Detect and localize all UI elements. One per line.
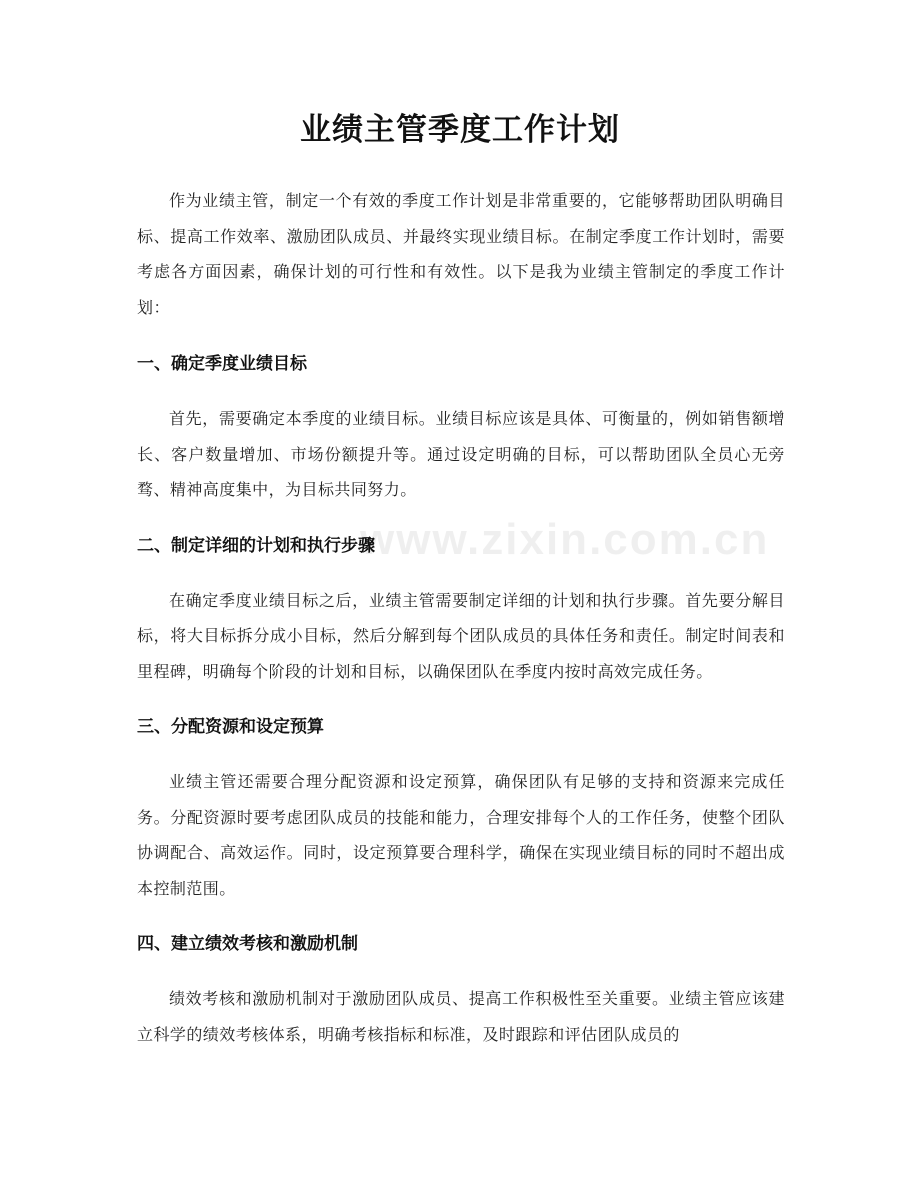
section-body-1: 首先，需要确定本季度的业绩目标。业绩目标应该是具体、可衡量的，例如销售额增长、客户数量增加、市场份额提升等。通过设定明确的目标，可以帮助团队全员心无旁骛、精神高度集中，为目标共同努力。 bbox=[137, 409, 785, 499]
intro-paragraph: 作为业绩主管，制定一个有效的季度工作计划是非常重要的，它能够帮助团队明确目标、提高工作效率、激励团队成员、并最终实现业绩目标。在制定季度工作计划时，需要考虑各方面因素，确保计划的可行性和有效性。以下是我为业绩主管制定的季度工作计划： bbox=[137, 191, 785, 317]
section-heading-4: 四、建立绩效考核和激励机制 bbox=[137, 934, 358, 954]
section-heading-2: 二、制定详细的计划和执行步骤 bbox=[137, 535, 375, 556]
document-body bbox=[137, 183, 785, 1052]
section-body-4: 绩效考核和激励机制对于激励团队成员、提高工作积极性至关重要。业绩主管应该建立科学的绩效考核体系，明确考核指标和标准，及时跟踪和评估团队成员的 bbox=[137, 989, 785, 1044]
document-title: 业绩主管季度工作计划 bbox=[300, 112, 620, 148]
section-heading-3: 三、分配资源和设定预算 bbox=[137, 717, 324, 737]
section-body-3: 业绩主管还需要合理分配资源和设定预算，确保团队有足够的支持和资源来完成任务。分配资源时要考虑团队成员的技能和能力，合理安排每个人的工作任务，使整个团队协调配合、高效运作。同时，设定预算要合理科学，确保在实现业绩目标的同时不超出成本控制范围。 bbox=[137, 772, 785, 898]
watermark: www.zixin.com.cn bbox=[360, 515, 770, 564]
section-heading-1: 一、确定季度业绩目标 bbox=[137, 354, 307, 374]
section-body-2: 在确定季度业绩目标之后，业绩主管需要制定详细的计划和执行步骤。首先要分解目标，将大目标拆分成小目标，然后分解到每个团队成员的具体任务和责任。制定时间表和里程碑，明确每个阶段的计划和目标，以确保团队在季度内按时高效完成任务。 bbox=[137, 590, 785, 681]
